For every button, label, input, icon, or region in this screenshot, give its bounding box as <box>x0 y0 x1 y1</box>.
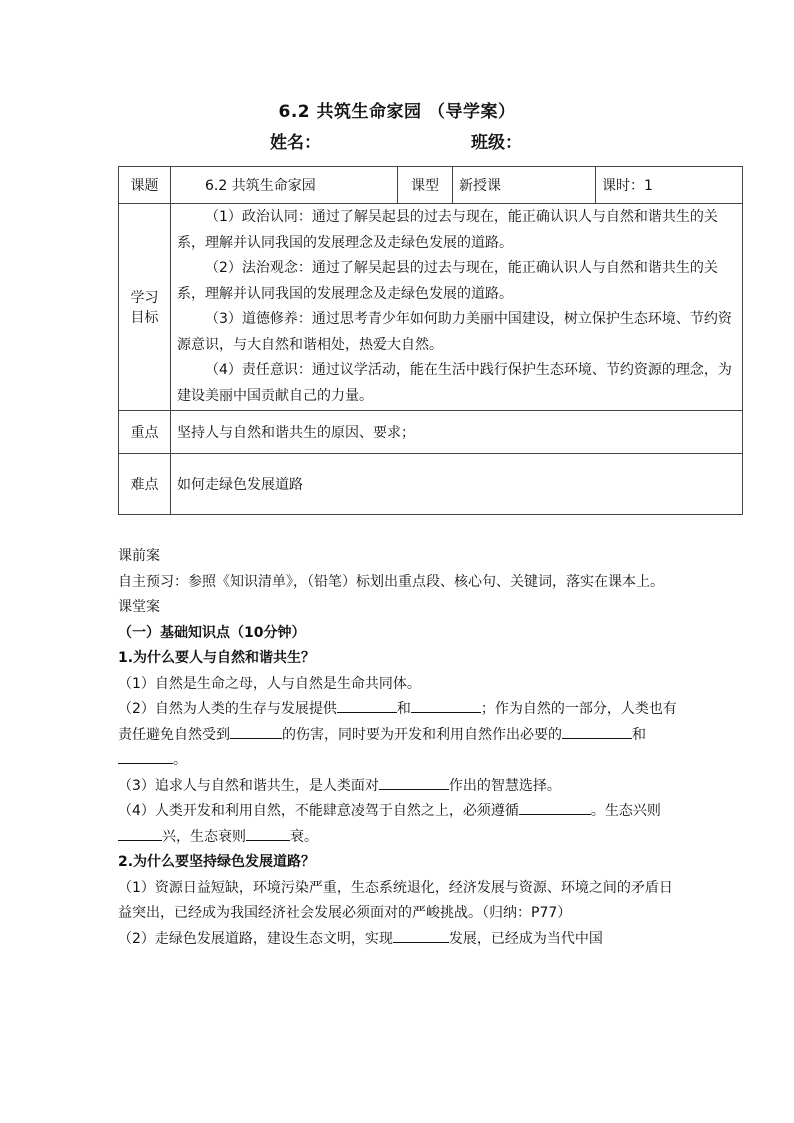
q1-point-1: （1）自然是生命之母，人与自然是生命共同体。 <box>118 675 421 692</box>
q2-p2-text: （2）走绿色发展道路，建设生态文明，实现 <box>118 930 393 947</box>
q1-p2-text: 。 <box>173 752 187 768</box>
goal-item: （3）道德修养：通过思考青少年如何助力美丽中国建设，树立保护生态环境、节约资源意识，与大自然和谐相处，热爱大自然。 <box>177 311 732 353</box>
difficulty-value: 如何走绿色发展道路 <box>171 454 743 515</box>
self-study-instruction: 自主预习：参照《知识清单》，（铅笔）标划出重点段、核心句、关键词，落实在课本上。 <box>118 573 664 590</box>
goal-item: （1）政治认同：通过了解吴起县的过去与现在，能正确认识人与自然和谐共生的关系，理解并认同我国的发展理念及走绿色发展的道路。 <box>177 209 718 251</box>
goals-content <box>171 204 743 411</box>
pre-class-heading: 课前案 <box>118 548 160 564</box>
page-title: 6.2 共筑生命家园 （导学案） <box>278 102 516 122</box>
q1-p4-text: 衰。 <box>290 828 318 845</box>
difficulty-label: 难点 <box>119 454 171 515</box>
q1-p4-text: 。生态兴则 <box>590 803 661 819</box>
question-1-title: 1.为什么要人与自然和谐共生？ <box>118 650 316 666</box>
section-heading: （一）基础知识点（10分钟） <box>118 624 306 641</box>
q1-point-3 <box>118 774 678 800</box>
q1-point-2 <box>118 697 678 774</box>
q1-p2-text: 和 <box>632 726 646 743</box>
type-label: 课型 <box>398 167 453 204</box>
fill-blank[interactable] <box>411 698 481 713</box>
fill-blank[interactable] <box>118 826 162 841</box>
topic-value: 6.2 共筑生命家园 <box>171 167 398 204</box>
hours-value: 课时：1 <box>596 167 743 204</box>
difficulty-row <box>119 454 743 515</box>
student-info-line <box>270 128 522 153</box>
q1-p2-text: 和 <box>396 701 411 717</box>
lesson-info-table <box>118 166 743 515</box>
fill-blank[interactable] <box>379 775 449 790</box>
worksheet-body <box>118 544 678 952</box>
q1-p4-text: 兴，生态衰则 <box>162 828 246 845</box>
fill-blank[interactable] <box>562 724 632 739</box>
in-class-heading: 课堂案 <box>118 599 160 615</box>
q1-p4-text: （4）人类开发和利用自然，不能肆意凌驾于自然之上，必须遵循 <box>118 803 519 819</box>
key-point-label: 重点 <box>119 411 171 454</box>
q1-p2-text: 的伤害，同时要为开发和利用自然作出必要的 <box>282 726 562 743</box>
fill-blank[interactable] <box>246 826 290 841</box>
q2-point-1: （1）资源日益短缺，环境污染严重，生态系统退化，经济发展与资源、环境之间的矛盾日益突出，已经成为我国经济社会发展必须面对的严峻挑战。（归纳：P77） <box>118 879 673 921</box>
goal-item: （4）责任意识：通过议学活动，能在生活中践行保护生态环境、节约资源的理念，为建设美丽中国贡献自己的力量。 <box>177 362 732 404</box>
q1-point-4 <box>118 799 678 850</box>
fill-blank[interactable] <box>230 724 282 739</box>
fill-blank[interactable] <box>337 698 397 713</box>
type-value: 新授课 <box>453 167 596 204</box>
name-label: 姓名： <box>270 133 321 153</box>
q1-p2-text: （2）自然为人类的生存与发展提供 <box>118 701 337 717</box>
q2-point-2 <box>118 927 678 953</box>
class-label: 班级： <box>471 133 522 153</box>
topic-label: 课题 <box>119 167 171 204</box>
goals-row <box>119 204 743 411</box>
goals-label: 学习目标 <box>119 204 171 411</box>
fill-blank[interactable] <box>118 749 173 764</box>
q2-p2-text: 发展，已经成为当代中国 <box>448 930 603 947</box>
fill-blank[interactable] <box>393 928 449 943</box>
q1-p2-text: ；作为自然的一部分，人类也有责任避免自然受到 <box>118 701 677 743</box>
q1-p3-text: 作出的智慧选择。 <box>448 777 561 794</box>
fill-blank[interactable] <box>519 800 591 815</box>
q1-p3-text: （3）追求人与自然和谐共生，是人类面对 <box>118 777 379 794</box>
key-point-value: 坚持人与自然和谐共生的原因、要求； <box>171 411 743 454</box>
key-point-row <box>119 411 743 454</box>
topic-row <box>119 167 743 204</box>
question-2-title: 2.为什么要坚持绿色发展道路？ <box>118 854 316 870</box>
goal-item: （2）法治观念：通过了解吴起县的过去与现在，能正确认识人与自然和谐共生的关系，理解并认同我国的发展理念及走绿色发展的道路。 <box>177 260 718 302</box>
